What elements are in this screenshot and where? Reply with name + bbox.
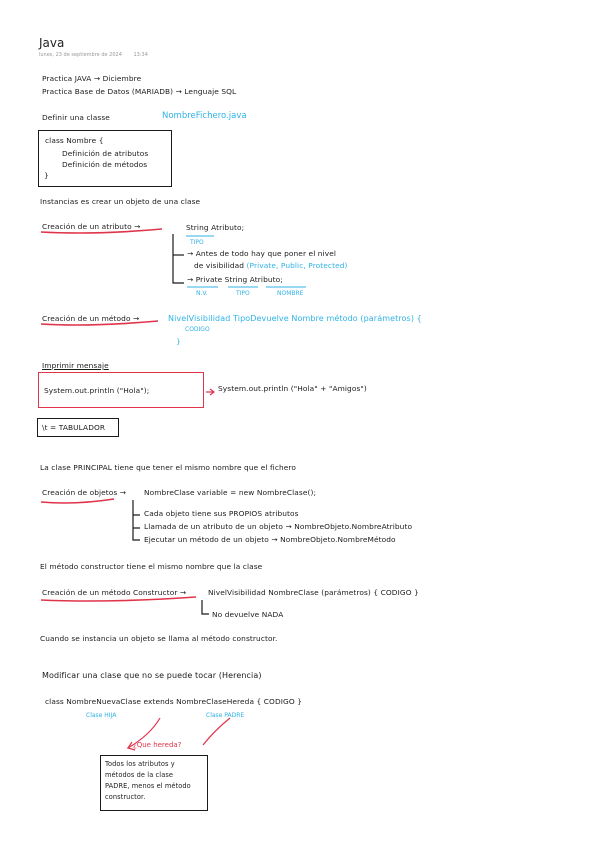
line-nombre-fichero: NombreFichero.java [162,111,247,121]
atributo-line4: → Private String Atributo; [187,275,283,284]
atributo-nombre-label: NOMBRE [277,290,304,297]
herencia-box-line1: Todos los atributos y [105,760,175,768]
imprimir-line1: System.out.println ("Hola"); [44,386,150,395]
box-class-line2: Definición de atributos [62,149,149,158]
herencia-line: class NombreNuevaClase extends NombreClaseHereda { CODIGO } [45,697,303,706]
objetos-line1: NombreClase variable = new NombreClase(); [144,488,317,497]
heading-creacion-constructor: Creación de un método Constructor → [42,588,187,597]
atributo-line1: String Atributo; [186,223,245,232]
line-herencia: Modificar una clase que no se puede tocar (Herencia) [42,671,262,680]
objetos-line4: Ejecutar un método de un objeto → NombreObjeto.NombreMétodo [144,535,396,544]
tree-atributo [173,234,184,283]
note-title: Java [39,36,65,50]
herencia-question: ¿Que hereda? [133,741,182,749]
herencia-box-line3: PADRE, menos el método [105,782,191,790]
atributo-nv-label: N.V. [196,290,208,297]
tree-objetos [133,500,140,540]
heading-imprimir: Imprimir mensaje [42,361,109,370]
underline-objetos [41,499,114,503]
objetos-line2: Cada objeto tiene sus PROPIOS atributos [144,509,299,518]
herencia-box-line4: constructor. [105,793,146,801]
constructor-line2: No devuelve NADA [212,610,284,619]
heading-creacion-objetos: Creación de objetos → [42,488,127,497]
tabulador-text: \t = TABULADOR [42,423,106,432]
line-practica-java: Practica JAVA → Diciembre [42,74,142,83]
red-curve-hereda [203,718,230,745]
tree-constructor [202,600,209,614]
herencia-padre: Clase PADRE [206,712,245,719]
line-definir-clase: Definir una classe [42,113,110,122]
metodo-line1: NivelVisibilidad TipoDevuelve Nombre método (parámetros) { [168,314,422,323]
line-instancias: Instancias es crear un objeto de una clase [40,197,201,206]
red-arrow-imprimir [206,389,214,395]
note-time-text: 13:34 [133,52,148,58]
underline-constructor [41,597,196,601]
herencia-box-line2: métodos de la clase [105,771,174,779]
objetos-line3: Llamada de un atributo de un objeto → NombreObjeto.NombreAtributo [144,522,413,531]
atributo-tipo-label: TIPO [190,239,204,246]
box-class-line1: class Nombre { [45,136,104,145]
heading-creacion-atributo: Creación de un atributo → [42,222,141,231]
metodo-close: } [176,337,181,346]
atributo-line2: → Antes de todo hay que poner el nivel [187,249,337,258]
constructor-line3: Cuando se instancia un objeto se llama al método constructor. [40,634,278,643]
box-class-line4: } [44,171,49,180]
note-date-text: lunes, 23 de septiembre de 2024 [39,52,122,58]
atributo-tipo2-label: TIPO [236,290,250,297]
line-clase-principal: La clase PRINCIPAL tiene que tener el mismo nombre que el fichero [40,463,297,472]
herencia-hija: Clase HIJA [86,712,117,719]
metodo-codigo: CODIGO [185,326,210,333]
heading-creacion-metodo: Creación de un método → [42,314,140,323]
constructor-line1: NivelVisibilidad NombreClase (parámetros) { CODIGO } [208,588,419,597]
line-practica-bd: Practica Base de Datos (MARIADB) → Lenguaje SQL [42,87,237,96]
box-class-line3: Definición de métodos [62,160,148,169]
atributo-line3: de visibilidad (Private, Public, Protected) [194,261,348,270]
imprimir-line2: System.out.println ("Hola" + "Amigos") [218,384,367,393]
line-constructor-nombre: El método constructor tiene el mismo nombre que la clase [40,562,263,571]
